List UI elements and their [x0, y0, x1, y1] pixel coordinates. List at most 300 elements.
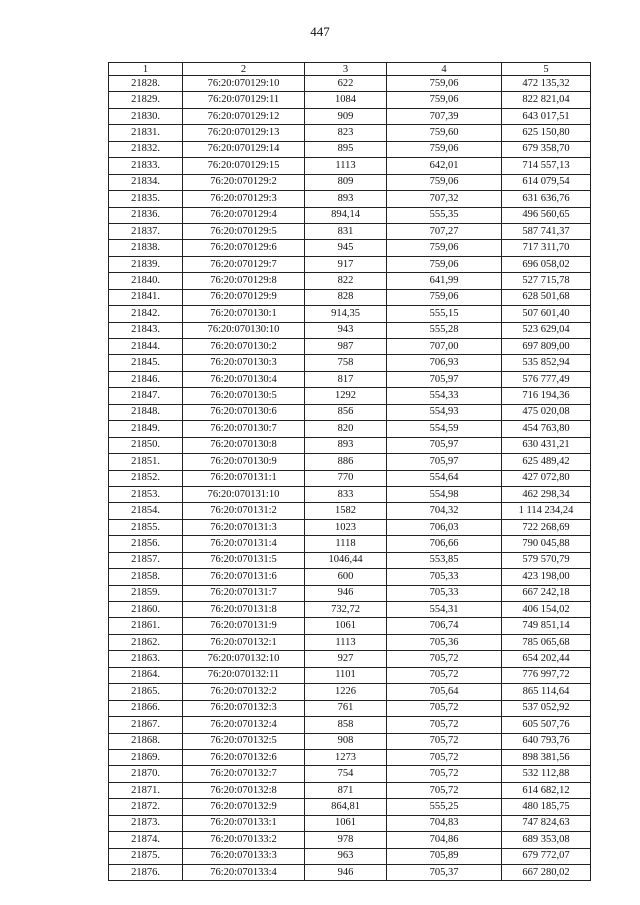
cadastral-number-cell: 76:20:070129:10	[183, 76, 305, 92]
row-number-cell: 21876.	[109, 865, 183, 881]
row-number-cell: 21872.	[109, 799, 183, 815]
area-cell: 893	[305, 437, 387, 453]
cadastral-number-cell: 76:20:070133:2	[183, 832, 305, 848]
table-row	[109, 223, 591, 239]
row-number-cell: 21871.	[109, 782, 183, 798]
specific-value-cell: 554,93	[387, 404, 502, 420]
area-cell: 822	[305, 273, 387, 289]
area-cell: 1226	[305, 684, 387, 700]
cadastral-value-cell: 667 242,18	[502, 585, 591, 601]
cadastral-number-cell: 76:20:070130:10	[183, 322, 305, 338]
row-number-cell: 21858.	[109, 569, 183, 585]
column-header: 3	[305, 63, 387, 76]
cadastral-number-cell: 76:20:070130:6	[183, 404, 305, 420]
specific-value-cell: 555,25	[387, 799, 502, 815]
area-cell: 809	[305, 174, 387, 190]
cadastral-number-cell: 76:20:070129:6	[183, 240, 305, 256]
area-cell: 927	[305, 651, 387, 667]
cadastral-value-cell: 480 185,75	[502, 799, 591, 815]
table-row	[109, 273, 591, 289]
row-number-cell: 21853.	[109, 486, 183, 502]
cadastral-number-cell: 76:20:070131:2	[183, 503, 305, 519]
specific-value-cell: 555,35	[387, 207, 502, 223]
row-number-cell: 21840.	[109, 273, 183, 289]
cadastral-number-cell: 76:20:070130:1	[183, 306, 305, 322]
table-row	[109, 667, 591, 683]
cadastral-value-cell: 576 777,49	[502, 371, 591, 387]
specific-value-cell: 705,97	[387, 371, 502, 387]
cadastral-number-cell: 76:20:070132:9	[183, 799, 305, 815]
row-number-cell: 21829.	[109, 92, 183, 108]
area-cell: 1023	[305, 519, 387, 535]
cadastral-value-cell: 667 280,02	[502, 865, 591, 881]
row-number-cell: 21832.	[109, 141, 183, 157]
table-row	[109, 256, 591, 272]
cadastral-value-cell: 717 311,70	[502, 240, 591, 256]
cadastral-number-cell: 76:20:070130:8	[183, 437, 305, 453]
specific-value-cell: 705,97	[387, 437, 502, 453]
row-number-cell: 21836.	[109, 207, 183, 223]
row-number-cell: 21837.	[109, 223, 183, 239]
table-row	[109, 339, 591, 355]
cadastral-value-cell: 605 507,76	[502, 717, 591, 733]
cadastral-value-cell: 507 601,40	[502, 306, 591, 322]
specific-value-cell: 705,89	[387, 848, 502, 864]
cadastral-value-cell: 527 715,78	[502, 273, 591, 289]
area-cell: 761	[305, 700, 387, 716]
area-cell: 831	[305, 223, 387, 239]
specific-value-cell: 759,60	[387, 125, 502, 141]
specific-value-cell: 705,72	[387, 733, 502, 749]
table-row	[109, 815, 591, 831]
cadastral-number-cell: 76:20:070132:1	[183, 634, 305, 650]
specific-value-cell: 704,83	[387, 815, 502, 831]
specific-value-cell: 555,28	[387, 322, 502, 338]
cadastral-value-cell: 822 821,04	[502, 92, 591, 108]
cadastral-number-cell: 76:20:070132:5	[183, 733, 305, 749]
cadastral-number-cell: 76:20:070129:4	[183, 207, 305, 223]
row-number-cell: 21845.	[109, 355, 183, 371]
cadastral-value-cell: 472 135,32	[502, 76, 591, 92]
specific-value-cell: 554,31	[387, 602, 502, 618]
row-number-cell: 21834.	[109, 174, 183, 190]
area-cell: 833	[305, 486, 387, 502]
page-number: 447	[310, 24, 330, 39]
table-row	[109, 519, 591, 535]
row-number-cell: 21869.	[109, 749, 183, 765]
row-number-cell: 21855.	[109, 519, 183, 535]
cadastral-value-cell: 454 763,80	[502, 421, 591, 437]
area-cell: 1113	[305, 634, 387, 650]
table-row	[109, 240, 591, 256]
cadastral-value-cell: 523 629,04	[502, 322, 591, 338]
cadastral-number-cell: 76:20:070132:10	[183, 651, 305, 667]
area-cell: 1084	[305, 92, 387, 108]
cadastral-value-cell: 535 852,94	[502, 355, 591, 371]
cadastral-value-cell: 475 020,08	[502, 404, 591, 420]
cadastral-number-cell: 76:20:070129:3	[183, 191, 305, 207]
area-cell: 1061	[305, 618, 387, 634]
cadastral-number-cell: 76:20:070131:9	[183, 618, 305, 634]
area-cell: 871	[305, 782, 387, 798]
row-number-cell: 21831.	[109, 125, 183, 141]
area-cell: 1101	[305, 667, 387, 683]
cadastral-number-cell: 76:20:070130:5	[183, 388, 305, 404]
table-row	[109, 388, 591, 404]
column-header: 1	[109, 63, 183, 76]
column-header: 5	[502, 63, 591, 76]
area-cell: 908	[305, 733, 387, 749]
table-row	[109, 125, 591, 141]
cadastral-number-cell: 76:20:070132:3	[183, 700, 305, 716]
area-cell: 987	[305, 339, 387, 355]
table-row	[109, 782, 591, 798]
cadastral-number-cell: 76:20:070130:2	[183, 339, 305, 355]
cadastral-number-cell: 76:20:070129:8	[183, 273, 305, 289]
specific-value-cell: 704,32	[387, 503, 502, 519]
cadastral-number-cell: 76:20:070129:9	[183, 289, 305, 305]
cadastral-value-table	[108, 62, 591, 881]
specific-value-cell: 759,06	[387, 141, 502, 157]
row-number-cell: 21843.	[109, 322, 183, 338]
cadastral-number-cell: 76:20:070133:4	[183, 865, 305, 881]
cadastral-number-cell: 76:20:070129:2	[183, 174, 305, 190]
table-row	[109, 832, 591, 848]
table-row	[109, 684, 591, 700]
table-row	[109, 634, 591, 650]
cadastral-number-cell: 76:20:070129:15	[183, 158, 305, 174]
specific-value-cell: 555,15	[387, 306, 502, 322]
table-row	[109, 486, 591, 502]
row-number-cell: 21867.	[109, 717, 183, 733]
cadastral-value-cell: 679 772,07	[502, 848, 591, 864]
specific-value-cell: 705,33	[387, 585, 502, 601]
cadastral-number-cell: 76:20:070129:5	[183, 223, 305, 239]
specific-value-cell: 554,59	[387, 421, 502, 437]
row-number-cell: 21862.	[109, 634, 183, 650]
area-cell: 828	[305, 289, 387, 305]
area-cell: 963	[305, 848, 387, 864]
table-row	[109, 585, 591, 601]
row-number-cell: 21870.	[109, 766, 183, 782]
row-number-cell: 21873.	[109, 815, 183, 831]
cadastral-value-cell: 696 058,02	[502, 256, 591, 272]
cadastral-value-cell: 865 114,64	[502, 684, 591, 700]
cadastral-number-cell: 76:20:070131:3	[183, 519, 305, 535]
area-cell: 1292	[305, 388, 387, 404]
table-row	[109, 92, 591, 108]
column-header: 2	[183, 63, 305, 76]
table-row	[109, 174, 591, 190]
area-cell: 1118	[305, 536, 387, 552]
table-row	[109, 207, 591, 223]
specific-value-cell: 705,72	[387, 749, 502, 765]
row-number-cell: 21863.	[109, 651, 183, 667]
area-cell: 917	[305, 256, 387, 272]
cadastral-value-cell: 716 194,36	[502, 388, 591, 404]
cadastral-number-cell: 76:20:070129:14	[183, 141, 305, 157]
area-cell: 856	[305, 404, 387, 420]
cadastral-value-cell: 423 198,00	[502, 569, 591, 585]
specific-value-cell: 705,37	[387, 865, 502, 881]
cadastral-value-cell: 625 150,80	[502, 125, 591, 141]
area-cell: 864,81	[305, 799, 387, 815]
table-row	[109, 536, 591, 552]
row-number-cell: 21830.	[109, 108, 183, 124]
row-number-cell: 21835.	[109, 191, 183, 207]
specific-value-cell: 707,39	[387, 108, 502, 124]
specific-value-cell: 642,01	[387, 158, 502, 174]
row-number-cell: 21875.	[109, 848, 183, 864]
cadastral-number-cell: 76:20:070132:2	[183, 684, 305, 700]
specific-value-cell: 705,72	[387, 717, 502, 733]
cadastral-number-cell: 76:20:070130:7	[183, 421, 305, 437]
row-number-cell: 21841.	[109, 289, 183, 305]
row-number-cell: 21859.	[109, 585, 183, 601]
row-number-cell: 21851.	[109, 454, 183, 470]
specific-value-cell: 641,99	[387, 273, 502, 289]
cadastral-number-cell: 76:20:070131:5	[183, 552, 305, 568]
cadastral-number-cell: 76:20:070133:1	[183, 815, 305, 831]
cadastral-number-cell: 76:20:070131:8	[183, 602, 305, 618]
cadastral-number-cell: 76:20:070131:4	[183, 536, 305, 552]
cadastral-number-cell: 76:20:070129:7	[183, 256, 305, 272]
cadastral-value-cell: 614 079,54	[502, 174, 591, 190]
cadastral-value-cell: 689 353,08	[502, 832, 591, 848]
cadastral-value-cell: 462 298,34	[502, 486, 591, 502]
cadastral-number-cell: 76:20:070133:3	[183, 848, 305, 864]
table-row	[109, 108, 591, 124]
area-cell: 600	[305, 569, 387, 585]
row-number-cell: 21842.	[109, 306, 183, 322]
cadastral-value-cell: 631 636,76	[502, 191, 591, 207]
row-number-cell: 21847.	[109, 388, 183, 404]
area-cell: 820	[305, 421, 387, 437]
area-cell: 895	[305, 141, 387, 157]
row-number-cell: 21868.	[109, 733, 183, 749]
cadastral-number-cell: 76:20:070132:4	[183, 717, 305, 733]
area-cell: 754	[305, 766, 387, 782]
table-row	[109, 569, 591, 585]
specific-value-cell: 706,66	[387, 536, 502, 552]
area-cell: 1061	[305, 815, 387, 831]
area-cell: 622	[305, 76, 387, 92]
cadastral-value-cell: 785 065,68	[502, 634, 591, 650]
cadastral-value-cell: 679 358,70	[502, 141, 591, 157]
area-cell: 1582	[305, 503, 387, 519]
table-row	[109, 421, 591, 437]
cadastral-value-cell: 537 052,92	[502, 700, 591, 716]
table-row	[109, 799, 591, 815]
cadastral-value-cell: 776 997,72	[502, 667, 591, 683]
row-number-cell: 21839.	[109, 256, 183, 272]
specific-value-cell: 705,97	[387, 454, 502, 470]
table-row	[109, 371, 591, 387]
specific-value-cell: 705,72	[387, 651, 502, 667]
specific-value-cell: 707,32	[387, 191, 502, 207]
table-row	[109, 618, 591, 634]
specific-value-cell: 554,64	[387, 470, 502, 486]
specific-value-cell: 759,06	[387, 240, 502, 256]
column-number-row	[109, 63, 591, 76]
row-number-cell: 21854.	[109, 503, 183, 519]
table-row	[109, 289, 591, 305]
table-row	[109, 158, 591, 174]
cadastral-number-cell: 76:20:070129:12	[183, 108, 305, 124]
row-number-cell: 21864.	[109, 667, 183, 683]
cadastral-number-cell: 76:20:070132:6	[183, 749, 305, 765]
table-row	[109, 470, 591, 486]
specific-value-cell: 759,06	[387, 92, 502, 108]
table-row	[109, 355, 591, 371]
table-row	[109, 766, 591, 782]
specific-value-cell: 759,06	[387, 256, 502, 272]
area-cell: 770	[305, 470, 387, 486]
cadastral-number-cell: 76:20:070131:10	[183, 486, 305, 502]
area-cell: 978	[305, 832, 387, 848]
area-cell: 893	[305, 191, 387, 207]
cadastral-value-cell: 630 431,21	[502, 437, 591, 453]
table-row	[109, 717, 591, 733]
cadastral-value-cell: 747 824,63	[502, 815, 591, 831]
area-cell: 946	[305, 585, 387, 601]
row-number-cell: 21848.	[109, 404, 183, 420]
cadastral-number-cell: 76:20:070131:7	[183, 585, 305, 601]
table-row	[109, 651, 591, 667]
specific-value-cell: 759,06	[387, 76, 502, 92]
table-row	[109, 404, 591, 420]
table-row	[109, 865, 591, 881]
cadastral-number-cell: 76:20:070130:4	[183, 371, 305, 387]
cadastral-value-cell: 697 809,00	[502, 339, 591, 355]
area-cell: 1046,44	[305, 552, 387, 568]
area-cell: 1273	[305, 749, 387, 765]
specific-value-cell: 705,72	[387, 782, 502, 798]
cadastral-value-cell: 1 114 234,24	[502, 503, 591, 519]
specific-value-cell: 705,72	[387, 700, 502, 716]
area-cell: 894,14	[305, 207, 387, 223]
cadastral-value-cell: 614 682,12	[502, 782, 591, 798]
specific-value-cell: 759,06	[387, 289, 502, 305]
table-row	[109, 602, 591, 618]
specific-value-cell: 759,06	[387, 174, 502, 190]
table-row	[109, 733, 591, 749]
specific-value-cell: 705,72	[387, 766, 502, 782]
cadastral-number-cell: 76:20:070132:7	[183, 766, 305, 782]
cadastral-value-cell: 749 851,14	[502, 618, 591, 634]
specific-value-cell: 705,64	[387, 684, 502, 700]
specific-value-cell: 704,86	[387, 832, 502, 848]
cadastral-value-cell: 532 112,88	[502, 766, 591, 782]
table-row	[109, 848, 591, 864]
row-number-cell: 21861.	[109, 618, 183, 634]
area-cell: 943	[305, 322, 387, 338]
area-cell: 817	[305, 371, 387, 387]
table-row	[109, 306, 591, 322]
row-number-cell: 21866.	[109, 700, 183, 716]
specific-value-cell: 707,27	[387, 223, 502, 239]
specific-value-cell: 705,72	[387, 667, 502, 683]
cadastral-value-cell: 714 557,13	[502, 158, 591, 174]
cadastral-number-cell: 76:20:070129:11	[183, 92, 305, 108]
table-row	[109, 76, 591, 92]
cadastral-number-cell: 76:20:070131:6	[183, 569, 305, 585]
table-row	[109, 454, 591, 470]
area-cell: 914,35	[305, 306, 387, 322]
cadastral-value-cell: 790 045,88	[502, 536, 591, 552]
cadastral-value-cell: 643 017,51	[502, 108, 591, 124]
row-number-cell: 21857.	[109, 552, 183, 568]
area-cell: 909	[305, 108, 387, 124]
row-number-cell: 21860.	[109, 602, 183, 618]
cadastral-number-cell: 76:20:070130:3	[183, 355, 305, 371]
cadastral-value-cell: 625 489,42	[502, 454, 591, 470]
area-cell: 946	[305, 865, 387, 881]
specific-value-cell: 705,33	[387, 569, 502, 585]
area-cell: 823	[305, 125, 387, 141]
specific-value-cell: 706,74	[387, 618, 502, 634]
cadastral-value-cell: 654 202,44	[502, 651, 591, 667]
area-cell: 732,72	[305, 602, 387, 618]
table-row	[109, 437, 591, 453]
specific-value-cell: 706,93	[387, 355, 502, 371]
row-number-cell: 21828.	[109, 76, 183, 92]
table-body	[109, 76, 591, 881]
cadastral-value-cell: 628 501,68	[502, 289, 591, 305]
cadastral-value-cell: 640 793,76	[502, 733, 591, 749]
table-row	[109, 503, 591, 519]
row-number-cell: 21865.	[109, 684, 183, 700]
cadastral-number-cell: 76:20:070132:8	[183, 782, 305, 798]
specific-value-cell: 705,36	[387, 634, 502, 650]
area-cell: 758	[305, 355, 387, 371]
cadastral-number-cell: 76:20:070130:9	[183, 454, 305, 470]
row-number-cell: 21844.	[109, 339, 183, 355]
cadastral-number-cell: 76:20:070132:11	[183, 667, 305, 683]
area-cell: 1113	[305, 158, 387, 174]
specific-value-cell: 707,00	[387, 339, 502, 355]
row-number-cell: 21849.	[109, 421, 183, 437]
cadastral-number-cell: 76:20:070129:13	[183, 125, 305, 141]
area-cell: 945	[305, 240, 387, 256]
row-number-cell: 21852.	[109, 470, 183, 486]
table-row	[109, 141, 591, 157]
table-row	[109, 322, 591, 338]
cadastral-value-cell: 406 154,02	[502, 602, 591, 618]
row-number-cell: 21846.	[109, 371, 183, 387]
row-number-cell: 21838.	[109, 240, 183, 256]
specific-value-cell: 554,98	[387, 486, 502, 502]
table-row	[109, 191, 591, 207]
cadastral-value-cell: 722 268,69	[502, 519, 591, 535]
row-number-cell: 21856.	[109, 536, 183, 552]
area-cell: 886	[305, 454, 387, 470]
cadastral-value-cell: 427 072,80	[502, 470, 591, 486]
cadastral-value-cell: 496 560,65	[502, 207, 591, 223]
cadastral-value-cell: 579 570,79	[502, 552, 591, 568]
cadastral-value-cell: 587 741,37	[502, 223, 591, 239]
row-number-cell: 21850.	[109, 437, 183, 453]
cadastral-value-cell: 898 381,56	[502, 749, 591, 765]
specific-value-cell: 553,85	[387, 552, 502, 568]
specific-value-cell: 554,33	[387, 388, 502, 404]
table-row	[109, 552, 591, 568]
area-cell: 858	[305, 717, 387, 733]
row-number-cell: 21833.	[109, 158, 183, 174]
cadastral-number-cell: 76:20:070131:1	[183, 470, 305, 486]
row-number-cell: 21874.	[109, 832, 183, 848]
specific-value-cell: 706,03	[387, 519, 502, 535]
